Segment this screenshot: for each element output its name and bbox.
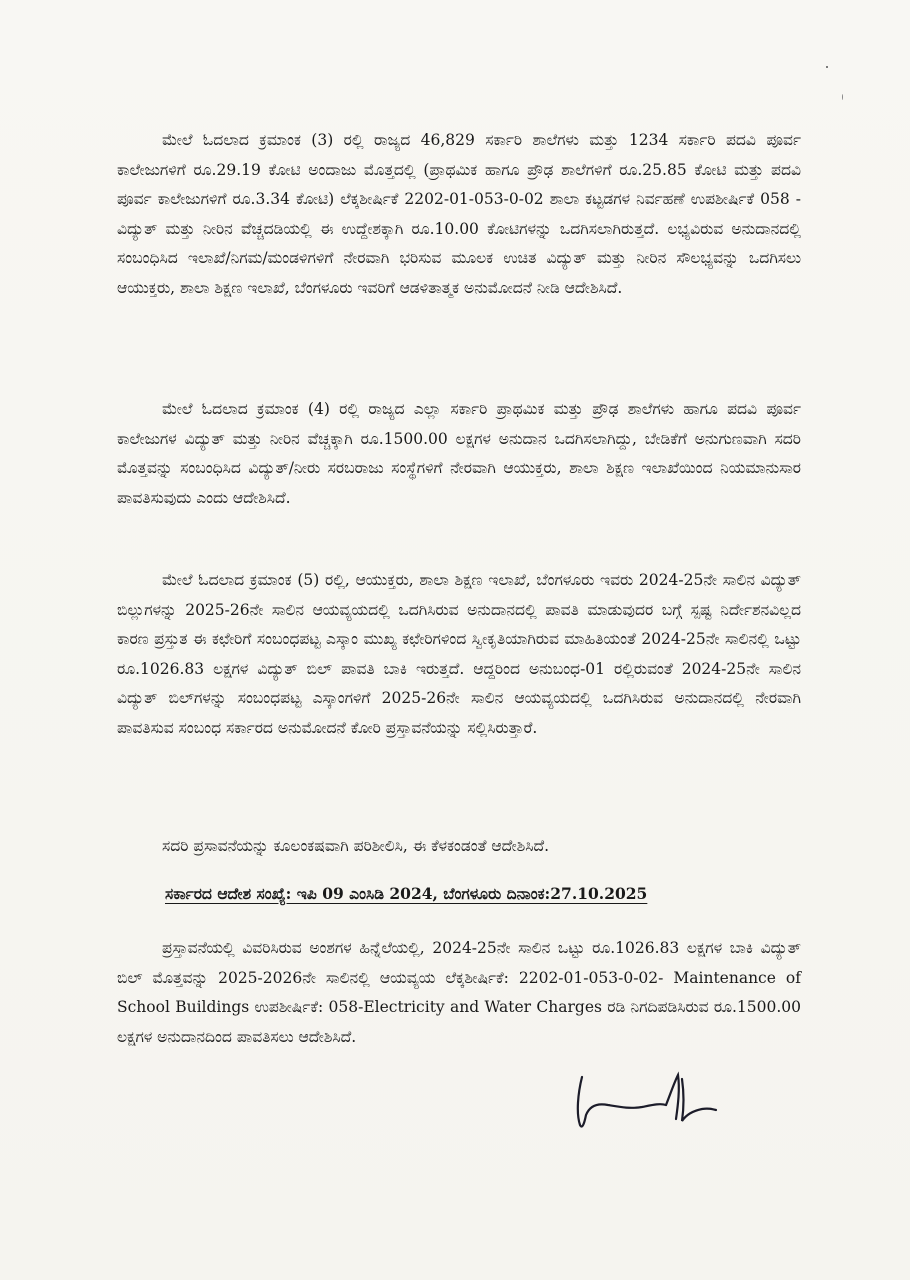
government-order-heading: ಸರ್ಕಾರದ ಆದೇಶ ಸಂಖ್ಯೆ: ಇಪಿ 09 ಎಂಸಿಡಿ 2024, ಬೆಂಗಳೂರು ದಿನಾಂಕ:27.10.2025	[165, 884, 648, 903]
paragraph-proposal-examined: ಸದರಿ ಪ್ರಸಾವನೆಯನ್ನು ಕೂಲಂಕಷವಾಗಿ ಪರಿಶೀಲಿಸಿ, ಈ ಕೆಳಕಂಡಂತೆ ಆದೇಶಿಸಿದೆ.	[162, 837, 550, 855]
paragraph-pending-electricity-bills: ಮೇಲೆ ಓದಲಾದ ಕ್ರಮಾಂಕ (5) ರಲ್ಲಿ, ಆಯುಕ್ತರು, ಶಾಲಾ ಶಿಕ್ಷಣ ಇಲಾಖೆ, ಬೆಂಗಳೂರು ಇವರು 2024-25ನೇ ಸಾಲಿನ ವಿದ್ಯುತ್ ಬಿಲ್ಲುಗಳನ್ನು 2025-26ನೇ ಸಾಲಿನ ಆಯವ್ಯಯದಲ್ಲಿ ಒದಗಿಸಿರುವ ಅನುದಾನದಲ್ಲಿ ಪಾವತಿ ಮಾಡುವುದರ ಬಗ್ಗೆ ಸ್ಪಷ್ಟ ನಿರ್ದೇಶನವಿಲ್ಲದ ಕಾರಣ ಪ್ರಸ್ತುತ ಈ ಕಛೇರಿಗೆ ಸಂಬಂಧಪಟ್ಟ ಎಸ್ಕಾಂ ಮುಖ್ಯ ಕಛೇರಿಗಳಿಂದ ಸ್ವೀಕೃತಿಯಾಗಿರುವ ಮಾಹಿತಿಯಂತೆ 2024-25ನೇ ಸಾಲಿನಲ್ಲಿ ಒಟ್ಟು ರೂ.1026.83 ಲಕ್ಷಗಳ ವಿದ್ಯುತ್ ಬಿಲ್ ಪಾವತಿ ಬಾಕಿ ಇರುತ್ತದೆ. ಆದ್ದರಿಂದ ಅನುಬಂಧ-01 ರಲ್ಲಿರುವಂತೆ 2024-25ನೇ ಸಾಲಿನ ವಿದ್ಯುತ್ ಬಿಲ್‌ಗಳನ್ನು ಸಂಬಂಧಪಟ್ಟ ಎಸ್ಕಾಂಗಳಿಗೆ 2025-26ನೇ ಸಾಲಿನ ಆಯವ್ಯಯದಲ್ಲಿ ಒದಗಿಸಿರುವ ಅನುದಾನದಲ್ಲಿ ನೇರವಾಗಿ ಪಾವತಿಸುವ ಸಂಬಂಧ ಸರ್ಕಾರದ ಅನುಮೋದನೆ ಕೋರಿ ಪ್ರಸ್ತಾವನೆಯನ್ನು ಸಲ್ಲಿಸಿರುತ್ತಾರೆ.	[117, 571, 801, 737]
scan-speck	[842, 94, 843, 100]
paragraph-allocation-10-crore: ಮೇಲೆ ಓದಲಾದ ಕ್ರಮಾಂಕ (3) ರಲ್ಲಿ ರಾಜ್ಯದ 46,829 ಸರ್ಕಾರಿ ಶಾಲೆಗಳು ಮತ್ತು 1234 ಸರ್ಕಾರಿ ಪದವಿ ಪೂರ್ವ ಕಾಲೇಜುಗಳಿಗೆ ರೂ.29.19 ಕೋಟಿ ಅಂದಾಜು ಮೊತ್ತದಲ್ಲಿ (ಪ್ರಾಥಮಿಕ ಹಾಗೂ ಪ್ರೌಢ ಶಾಲೆಗಳಿಗೆ ರೂ.25.85 ಕೋಟಿ ಮತ್ತು ಪದವಿ ಪೂರ್ವ ಕಾಲೇಜುಗಳಿಗೆ ರೂ.3.34 ಕೋಟಿ) ಲೆಕ್ಕಶೀರ್ಷಿಕೆ 2202-01-053-0-02 ಶಾಲಾ ಕಟ್ಟಡಗಳ ನಿರ್ವಹಣೆ ಉಪಶೀರ್ಷಿಕೆ 058 - ವಿದ್ಯುತ್ ಮತ್ತು ನೀರಿನ ವೆಚ್ಚದಡಿಯಲ್ಲಿ ಈ ಉದ್ದೇಶಕ್ಕಾಗಿ ರೂ.10.00 ಕೋಟಿಗಳನ್ನು ಒದಗಿಸಲಾಗಿರುತ್ತದೆ. ಲಭ್ಯವಿರುವ ಅನುದಾನದಲ್ಲಿ ಸಂಬಂಧಿಸಿದ ಇಲಾಖೆ/ನಿಗಮ/ಮಂಡಳಿಗಳಿಗೆ ನೇರವಾಗಿ ಭರಿಸುವ ಮೂಲಕ ಉಚಿತ ವಿದ್ಯುತ್ ಮತ್ತು ನೀರಿನ ಸೌಲಭ್ಯವನ್ನು ಒದಗಿಸಲು ಆಯುಕ್ತರು, ಶಾಲಾ ಶಿಕ್ಷಣ ಇಲಾಖೆ, ಬೆಂಗಳೂರು ಇವರಿಗೆ ಆಡಳಿತಾತ್ಮಕ ಅನುಮೋದನೆ ನೀಡಿ ಆದೇಶಿಸಿದೆ.	[117, 131, 801, 297]
scan-speck	[826, 66, 828, 68]
signature-icon	[570, 1065, 720, 1135]
paragraph-order-directive: ಪ್ರಸ್ತಾವನೆಯಲ್ಲಿ ವಿವರಿಸಿರುವ ಅಂಶಗಳ ಹಿನ್ನೆಲೆಯಲ್ಲಿ, 2024-25ನೇ ಸಾಲಿನ ಒಟ್ಟು ರೂ.1026.83 ಲಕ್ಷಗಳ ಬಾಕಿ ವಿದ್ಯುತ್ ಬಿಲ್ ಮೊತ್ತವನ್ನು 2025-2026ನೇ ಸಾಲಿನಲ್ಲಿ ಆಯವ್ಯಯ ಲೆಕ್ಕಶೀರ್ಷಿಕೆ: 2202-01-053-0-02- Maintenance of School Buildings ಉಪಶೀರ್ಷಿಕೆ: 058-Electricity and Water Charges ರಡಿ ನಿಗದಿಪಡಿಸಿರುವ ರೂ.1500.00 ಲಕ್ಷಗಳ ಅನುದಾನದಿಂದ ಪಾವತಿಸಲು ಆದೇಶಿಸಿದೆ.	[117, 939, 801, 1046]
paragraph-grant-1500-lakh: ಮೇಲೆ ಓದಲಾದ ಕ್ರಮಾಂಕ (4) ರಲ್ಲಿ ರಾಜ್ಯದ ಎಲ್ಲಾ ಸರ್ಕಾರಿ ಪ್ರಾಥಮಿಕ ಮತ್ತು ಪ್ರೌಢ ಶಾಲೆಗಳು ಹಾಗೂ ಪದವಿ ಪೂರ್ವ ಕಾಲೇಜುಗಳ ವಿದ್ಯುತ್ ಮತ್ತು ನೀರಿನ ವೆಚ್ಚಕ್ಕಾಗಿ ರೂ.1500.00 ಲಕ್ಷಗಳ ಅನುದಾನ ಒದಗಿಸಲಾಗಿದ್ದು, ಬೇಡಿಕೆಗೆ ಅನುಗುಣವಾಗಿ ಸದರಿ ಮೊತ್ತವನ್ನು ಸಂಬಂಧಿಸಿದ ವಿದ್ಯುತ್/ನೀರು ಸರಬರಾಜು ಸಂಸ್ಥೆಗಳಿಗೆ ನೇರವಾಗಿ ಆಯುಕ್ತರು, ಶಾಲಾ ಶಿಕ್ಷಣ ಇಲಾಖೆಯಿಂದ ನಿಯಮಾನುಸಾರ ಪಾವತಿಸುವುದು ಎಂದು ಆದೇಶಿಸಿದೆ.	[117, 400, 801, 507]
